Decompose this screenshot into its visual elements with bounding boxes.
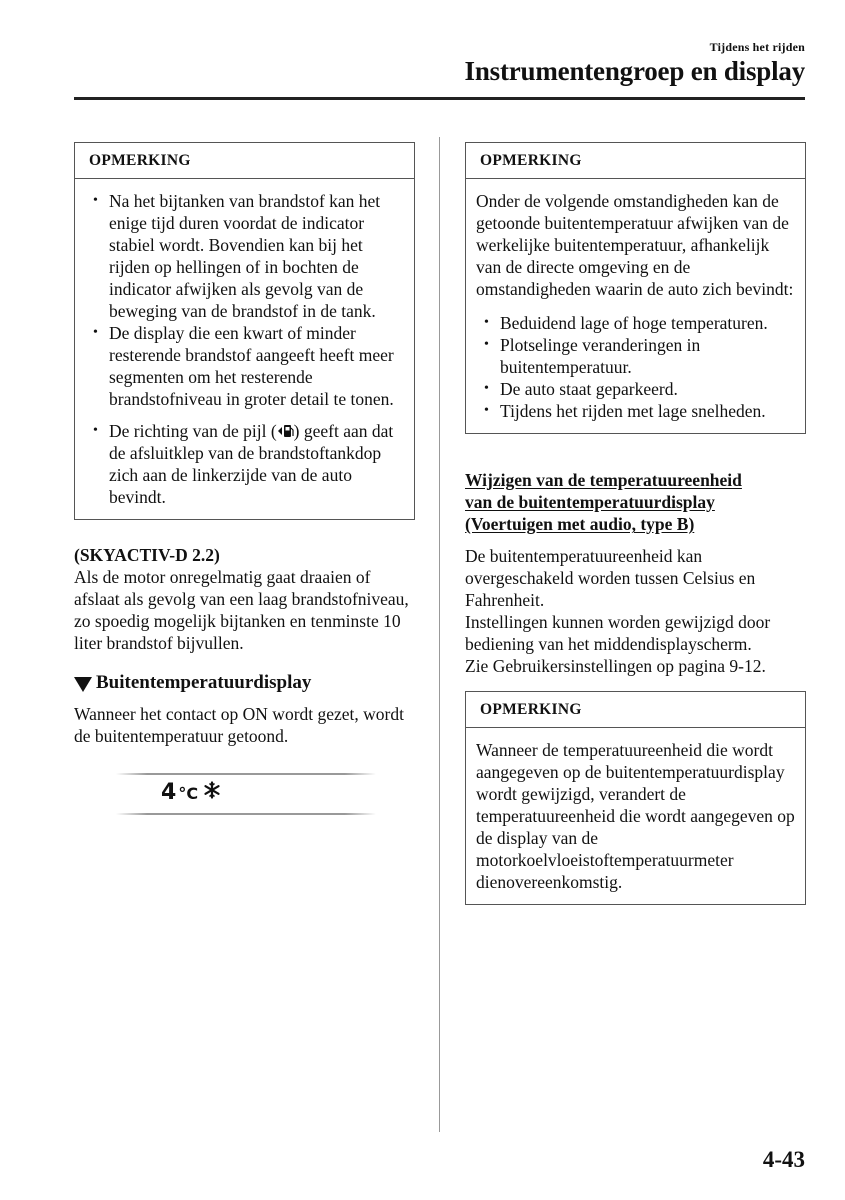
left-column [74, 142, 415, 815]
note-intro: Onder de volgende omstandigheden kan de getoonde buitentemperatuur afwijken van de werkelijke buitentemperatuur, afhankelijk van de directe omgeving en de omstandigheden waarin de auto zich bevindt: [476, 191, 794, 299]
reference-paragraph: Zie Gebruikersinstellingen op pagina 9-12. [465, 656, 766, 676]
note-body [466, 728, 805, 904]
skyactiv-heading: (SKYACTIV-D 2.2) [74, 545, 220, 565]
display-rule-top [116, 773, 376, 775]
note-bullet: • Plotselinge veranderingen in buitentemperatuur. [476, 334, 795, 378]
note-text: Wanneer de temperatuureenheid die wordt aangegeven op de buitentemperatuurdisplay wordt gewijzigd, verandert de temperatuureenheid die wordt aangegeven op de display van de motorkoelvloeistoftemperatuurmeter dienovereenkomstig. [476, 740, 795, 892]
page-title: Instrumentengroep en display [464, 56, 805, 86]
skyactiv-paragraph: Als de motor onregelmatig gaat draaien of afslaat als gevolg van een laag brandstofniveau, zo spoedig mogelijk bijtanken en tenminste 10 liter brandstof bijvullen. [74, 567, 409, 653]
section-heading [74, 671, 415, 695]
triangle-marker-icon [74, 677, 92, 692]
note-header: OPMERKING [466, 143, 805, 179]
note-box-temperature [465, 142, 806, 434]
section-paragraph: Wanneer het contact op ON wordt gezet, wordt de buitentemperatuur getoond. [74, 704, 404, 746]
snowflake-icon [203, 781, 221, 799]
note-body [75, 179, 414, 519]
column-divider [439, 137, 440, 1132]
note-header: OPMERKING [466, 692, 805, 728]
section-label: Tijdens het rijden [709, 40, 805, 54]
note-bullet: • De auto staat geparkeerd. [476, 378, 795, 400]
page-number: 4-43 [762, 1147, 805, 1172]
note-bullet-list [85, 190, 404, 508]
unit-change-heading-line: (Voertuigen met audio, type B) [465, 514, 695, 534]
temperature-display-illustration [116, 773, 376, 815]
unit-change-heading-line: van de buitentemperatuurdisplay [465, 492, 715, 512]
fuel-arrow-icon [277, 423, 294, 439]
note-body [466, 179, 805, 433]
unit-change-heading-line: Wijzigen van de temperatuureenheid [465, 470, 742, 490]
note-bullet: • Beduidend lage of hoge temperaturen. [476, 312, 795, 334]
note-bullet: • De display die een kwart of minder resterende brandstof aangeeft heeft meer segmenten om het resterende brandstofniveau in groter detail te tonen. [85, 322, 404, 410]
settings-paragraph: Instellingen kunnen worden gewijzigd door bediening van het middendisplayscherm. [465, 612, 771, 654]
note-box-unit [465, 691, 806, 905]
bullet-text-after: ) geeft aan dat de afsluitklep van de brandstoftankdop zich aan de linkerzijde van de auto bevindt. [109, 421, 394, 507]
note-bullet: • Tijdens het rijden met lage snelheden. [476, 400, 795, 422]
temperature-value: 4 [161, 780, 177, 805]
note-bullet [85, 420, 404, 508]
display-rule-bottom [116, 813, 376, 815]
bullet-text-before: De richting van de pijl ( [109, 421, 277, 441]
unit-change-heading [465, 469, 806, 535]
note-box-fuel [74, 142, 415, 520]
note-header: OPMERKING [75, 143, 414, 179]
header-rule [74, 97, 805, 100]
note-bullet: • Na het bijtanken van brandstof kan het enige tijd duren voordat de indicator stabiel wordt. Bovendien kan bij het rijden op hellingen of in bochten de indicator afwijken als gevolg van de beweging van de brandstof in de tank. [85, 190, 404, 322]
right-column [465, 142, 806, 905]
section-heading-text: Buitentemperatuurdisplay [96, 672, 312, 693]
unit-change-paragraph: De buitentemperatuureenheid kan overgeschakeld worden tussen Celsius en Fahrenheit. [465, 546, 756, 610]
note-bullet-list [476, 312, 795, 422]
temperature-unit: °C [178, 784, 199, 803]
temperature-reading [161, 780, 221, 805]
